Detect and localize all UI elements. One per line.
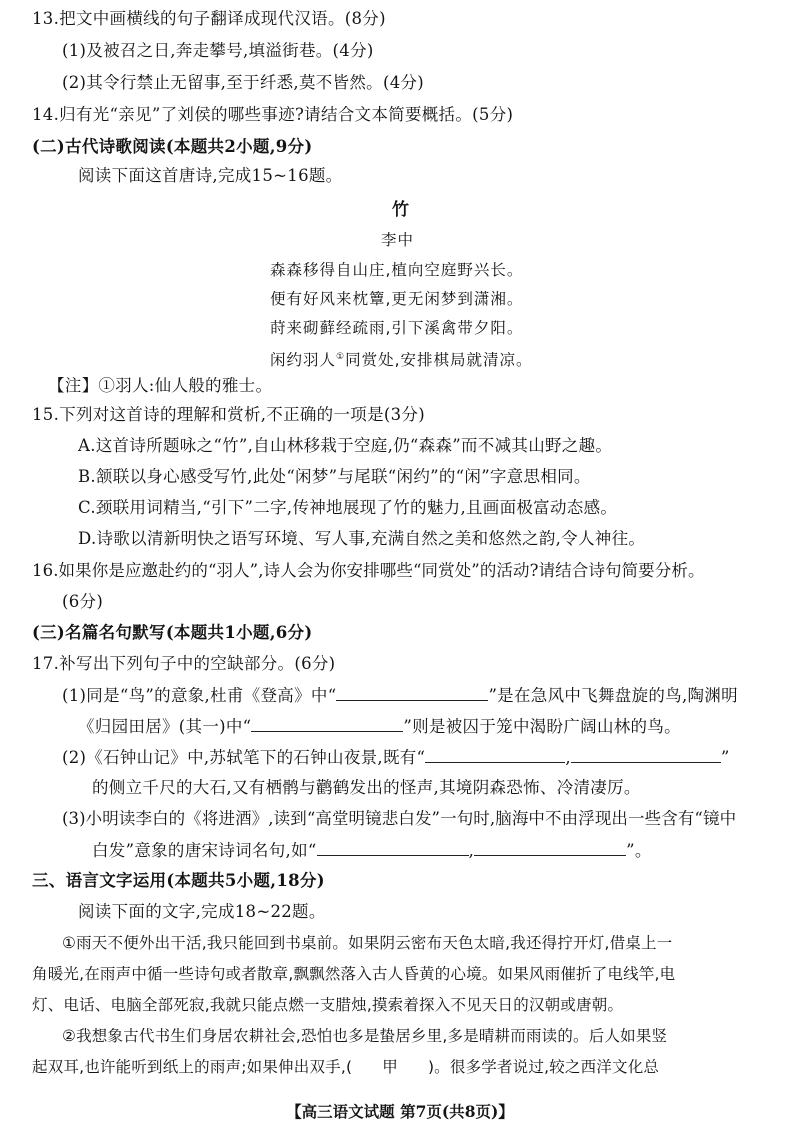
part-3-heading: 三、语言文字运用(本题共5小题,18分) xyxy=(32,871,325,890)
q15-option-d: D.诗歌以清新明快之语写环境、写人事,充满自然之美和悠然之韵,令人神往。 xyxy=(78,529,646,548)
poem-line-3: 莳来砌藓经疏雨,引下溪禽带夕阳。 xyxy=(270,319,524,337)
q16-points: (6分) xyxy=(62,592,104,611)
poem-line-4-a: 闲约羽人 xyxy=(270,351,337,370)
q13-sub1: (1)及被召之日,奔走攀号,填溢街巷。(4分) xyxy=(62,41,374,60)
q15-option-c: C.颈联用词精当,“引下”二字,传神地展现了竹的魅力,且画面极富动态感。 xyxy=(78,498,618,517)
poem-author: 李中 xyxy=(381,231,415,249)
q13-sub2: (2)其令行禁止无留事,至于纤悉,莫不皆然。(4分) xyxy=(62,73,425,92)
q17-item-2-line-1 xyxy=(62,746,730,769)
answer-blank-2[interactable] xyxy=(251,715,403,732)
q17-2b: , xyxy=(565,748,571,767)
section-2-heading: (二)古代诗歌阅读(本题共2小题,9分) xyxy=(32,137,313,156)
q17-item-3-line-2 xyxy=(92,839,652,862)
para2-text-a: 起双耳,也许能听到纸上的雨声;如果伸出双手,( xyxy=(32,1058,353,1076)
answer-blank-1[interactable] xyxy=(336,684,488,701)
q17-item-3-line-1: (3)小明读李白的《将进酒》,读到“高堂明镜悲白发”一句时,脑海中不由浮现出一些含有“镜中 xyxy=(62,809,737,828)
q17-2c: ” xyxy=(720,748,730,767)
part-3-intro: 阅读下面的文字,完成18~22题。 xyxy=(78,902,326,921)
passage-para-1-line-2: 角暖光,在雨声中循一些诗句或者散章,飘飘然落入古人昏黄的心境。如果风雨催折了电线竿,电 xyxy=(32,965,676,983)
blank-jia[interactable]: 甲 xyxy=(382,1058,398,1076)
q17-3d: ”。 xyxy=(626,841,652,860)
q16-stem: 16.如果你是应邀赴约的“羽人”,诗人会为你安排哪些“同赏处”的活动?请结合诗句简要分析。 xyxy=(32,561,705,580)
page-footer: 【高三语文试题 第7页(共8页)】 xyxy=(286,1102,514,1121)
q15-option-b: B.颔联以身心感受写竹,此处“闲梦”与尾联“闲约”的“闲”字意思相同。 xyxy=(78,467,591,486)
q17-1b: ”是在急风中飞舞盘旋的鸟,陶渊明 xyxy=(488,686,738,705)
poem-note: 【注】①羽人:仙人般的雅士。 xyxy=(48,376,273,395)
section-3-heading: (三)名篇名句默写(本题共1小题,6分) xyxy=(32,623,313,642)
q17-stem: 17.补写出下列句子中的空缺部分。(6分) xyxy=(32,654,336,673)
q17-1a: (1)同是“鸟”的意象,杜甫《登高》中“ xyxy=(62,686,337,705)
poem-line-2: 便有好风来枕簟,更无闲梦到潇湘。 xyxy=(270,290,524,308)
answer-blank-3[interactable] xyxy=(425,746,565,763)
poem-line-1: 森森移得自山庄,植向空庭野兴长。 xyxy=(270,261,524,279)
q17-1c: 《归园田居》(其一)中“ xyxy=(78,717,252,736)
passage-para-2-line-1: ②我想象古代书生们身居农耕社会,恐怕也多是蛰居乡里,多是晴耕而雨读的。后人如果竖 xyxy=(62,1027,668,1045)
q17-3b: 白发”意象的唐宋诗词名句,如“ xyxy=(92,841,317,860)
q17-1d: ”则是被囚于笼中渴盼广阔山林的鸟。 xyxy=(403,717,681,736)
answer-blank-6[interactable] xyxy=(474,839,626,856)
q15-stem: 15.下列对这首诗的理解和赏析,不正确的一项是(3分) xyxy=(32,405,425,424)
passage-para-1-line-3: 灯、电话、电脑全部死寂,我就只能点燃一支腊烛,摸索着探入不见天日的汉朝或唐朝。 xyxy=(32,996,624,1014)
q17-2a: (2)《石钟山记》中,苏轼笔下的石钟山夜景,既有“ xyxy=(62,748,426,767)
poem-line-4-b: 同赏处,安排棋局就清凉。 xyxy=(345,351,533,370)
para2-text-c: )。很多学者说过,较之西洋文化总 xyxy=(427,1058,660,1076)
section-2-intro: 阅读下面这首唐诗,完成15~16题。 xyxy=(78,166,343,185)
poem-title: 竹 xyxy=(392,200,410,220)
q17-3c: , xyxy=(468,841,475,860)
q17-item-1-line-2 xyxy=(78,715,681,738)
passage-para-2-line-2 xyxy=(32,1056,659,1078)
passage-para-1-line-1: ①雨天不便外出干活,我只能回到书桌前。如果阴云密布天色太暗,我还得拧开灯,借桌上一 xyxy=(62,934,673,952)
q14-stem: 14.归有光“亲见”了刘侯的哪些事迹?请结合文本简要概括。(5分) xyxy=(32,105,514,124)
q13-stem: 13.把文中画横线的句子翻译成现代汉语。(8分) xyxy=(32,9,386,28)
footnote-marker: ① xyxy=(336,352,346,362)
q17-item-1-line-1 xyxy=(62,684,738,707)
q17-item-2-line-2: 的侧立千尺的大石,又有栖鹘与鹳鹤发出的怪声,其境阴森恐怖、冷清凄厉。 xyxy=(92,778,641,797)
answer-blank-5[interactable] xyxy=(317,839,469,856)
q15-option-a: A.这首诗所题咏之“竹”,自山林移栽于空庭,仍“森森”而不减其山野之趣。 xyxy=(78,436,613,455)
answer-blank-4[interactable] xyxy=(571,746,721,763)
poem-line-4 xyxy=(270,346,533,371)
